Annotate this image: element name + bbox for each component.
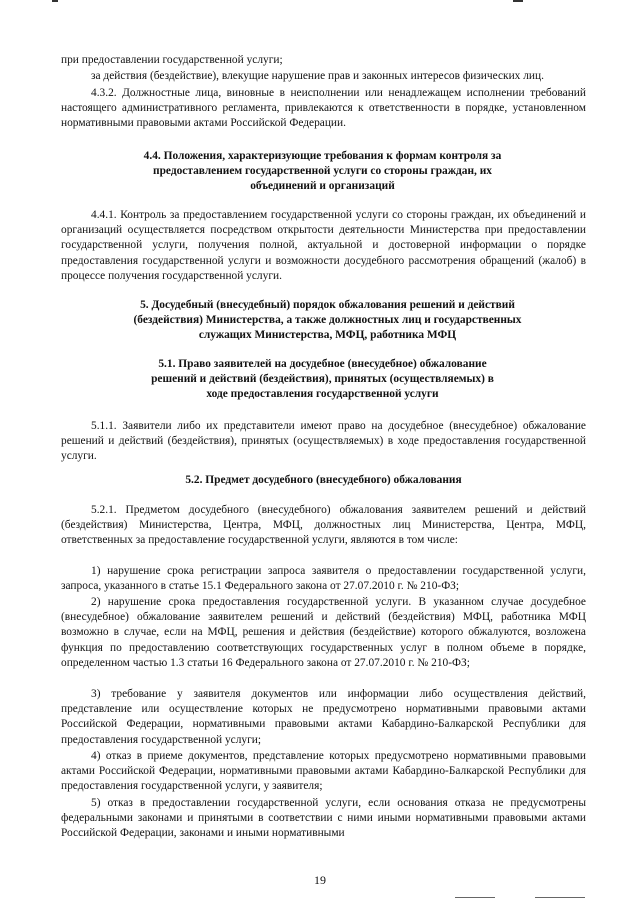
paragraph-5-1-1: 5.1.1. Заявители либо их представители имеют право на досудебное (внесудебное) обжалование решений и действий (бездействия), принятых (осуществляемых) в ходе предоставления государственной услуги.	[61, 420, 586, 463]
scan-edge-mark	[513, 0, 523, 2]
scan-edge-mark	[52, 0, 58, 2]
list-item-2: 2) нарушение срока предоставления государственной услуги. В указанном случае досудебное (внесудебное) обжалование заявителем решений и действий (бездействия) МФЦ, работника МФЦ возможно в случае, если на МФЦ, решения и действия (бездействие) которого обжалуются, возложена функция по предоставлению соответствующих государственных услуг в полном объеме в порядке, определенном частью 1.3 статьи 16 Федерального закона от 27.07.2010 г. № 210-ФЗ;	[61, 596, 586, 669]
scan-footer-mark	[535, 897, 585, 898]
list-item-3: 3) требование у заявителя документов или информации либо осуществления действий, представление или осуществление которых не предусмотрено нормативными правовыми актами Российской Федерации, нормативными правовыми актами Кабардино-Балкарской Республики для предоставления государственной услуги;	[61, 688, 586, 746]
list-item-4: 4) отказ в приеме документов, представление которых предусмотрено нормативными правовыми актами Российской Федерации, нормативными правовыми актами Кабардино-Балкарской Республики для предоставления государственной услуги, у заявителя;	[61, 750, 586, 793]
heading-5-1: 5.1. Право заявителей на досудебное (внесудебное) обжалование решений и действий (бездействия), принятых (осуществляемых) в ходе предоставления государственной услуги	[151, 358, 494, 401]
paragraph-continuation: при предоставлении государственной услуги;	[61, 54, 283, 66]
list-item-5: 5) отказ в предоставлении государственной услуги, если основания отказа не предусмотрены федеральными законами и принятыми в соответствии с ними иными нормативными правовыми актами Российской Федерации, законами и иными нормативными	[61, 797, 586, 840]
paragraph-4-3-2: 4.3.2. Должностные лица, виновные в неисполнении или ненадлежащем исполнении требований настоящего административного регламента, привлекаются к ответственности в порядке, установленном нормативными правовыми актами Российской Федерации.	[61, 87, 586, 130]
page-number: 19	[314, 873, 326, 887]
paragraph-4-4-1: 4.4.1. Контроль за предоставлением государственной услуги со стороны граждан, их объединений и организаций осуществляется посредством открытости деятельности Министерства при предоставлении государственной услуги, получения полной, актуальной и достоверной информации о порядке предоставления государственной услуги и возможности досудебного рассмотрения обращений (жалоб) в процессе получения государственной услуги.	[61, 209, 586, 282]
scan-footer-mark	[455, 897, 495, 898]
heading-section-5: 5. Досудебный (внесудебный) порядок обжалования решений и действий (бездействия) Министерства, а также должностных лиц и государственных служащих Министерства, МФЦ, работника МФЦ	[133, 299, 522, 342]
paragraph-5-2-1: 5.2.1. Предметом досудебного (внесудебного) обжалования заявителем решений и действий (бездействия) Министерства, Центра, МФЦ, должностных лиц Министерства, Центра, МФЦ, ответственных за предоставление государственной услуги, являются в том числе:	[61, 504, 586, 547]
heading-4-4: 4.4. Положения, характеризующие требования к формам контроля за предоставлением государственной услуги со стороны граждан, их объединений и организаций	[143, 150, 502, 193]
list-item-1: 1) нарушение срока регистрации запроса заявителя о предоставлении государственной услуги, запроса, указанного в статье 15.1 Федерального закона от 27.07.2010 г. № 210-ФЗ;	[61, 565, 586, 593]
heading-5-2: 5.2. Предмет досудебного (внесудебного) обжалования	[185, 474, 462, 486]
paragraph-actions: за действия (бездействие), влекущие нарушение прав и законных интересов физических лиц.	[91, 70, 544, 82]
